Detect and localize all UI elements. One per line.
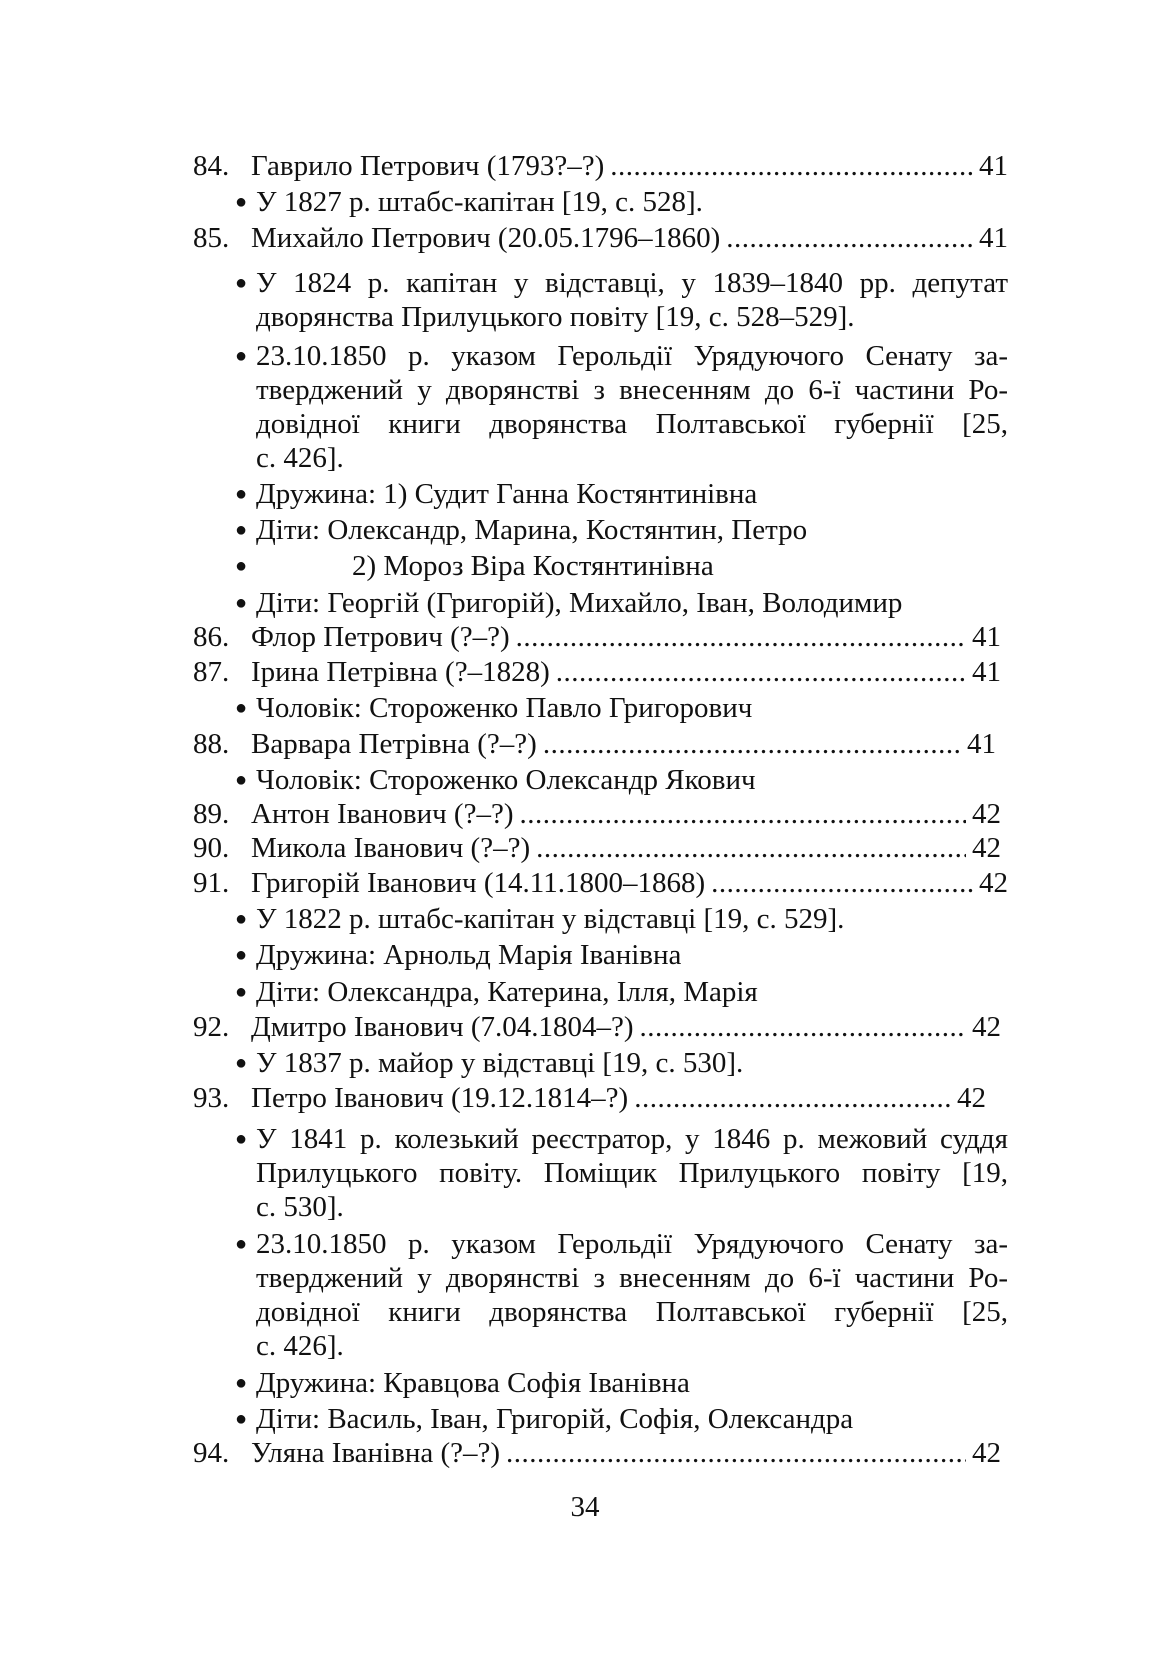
toc-entry [193,727,996,761]
bullet-text: 23.10.1850 р. указом Герольдії Урядуючого Сенату за- [256,340,1008,372]
bullet-icon: ● [235,944,248,966]
toc-entry [193,797,1001,831]
entry-page: 41 [979,222,1008,254]
entry-number: 92. [193,1011,230,1043]
entry-name: Петро Іванович (19.12.1814–?) [251,1082,629,1114]
bullet-icon: ● [235,1233,248,1255]
bullet-text-cont: Прилуцького повіту. Поміщик Прилуцького повіту [19, [256,1157,1008,1189]
entry-page: 41 [967,728,996,760]
bullet-icon: ● [235,1372,248,1394]
toc-entry [193,1010,1001,1044]
dot-leader [640,1010,966,1044]
toc-entry [193,831,1001,865]
bullet-text: У 1827 р. штабс-капітан [19, с. 528]. [256,186,703,218]
entry-name: Григорій Іванович (14.11.1800–1868) [251,867,706,899]
bullet-icon: ● [235,519,248,541]
entry-number: 94. [193,1437,230,1469]
dot-leader [726,221,973,255]
bullet-text: У 1837 р. майор у відставці [19, с. 530]. [256,1047,744,1079]
bullet-text-cont: с. 426]. [256,1330,344,1362]
bullet-text: Діти: Георгій (Григорій), Михайло, Іван, Володимир [256,587,903,619]
toc-entry [193,655,1001,689]
entry-page: 42 [957,1082,986,1114]
bullet-icon: ● [235,483,248,505]
dot-leader [711,866,973,900]
toc-entry [193,149,1008,183]
entry-number: 93. [193,1082,230,1114]
entry-name: Гаврило Петрович (1793?–?) [251,150,605,182]
entry-name: Михайло Петрович (20.05.1796–1860) [251,222,721,254]
bullet-text-cont: тверджений у дворянстві з внесенням до 6-ї частини Ро- [256,1262,1008,1294]
bullet-text: Діти: Олександра, Катерина, Ілля, Марія [256,976,758,1008]
entry-name: Варвара Петрівна (?–?) [251,728,537,760]
bullet-text: Дружина: Кравцова Софія Іванівна [256,1367,690,1399]
bullet-icon: ● [235,981,248,1003]
bullet-text: 23.10.1850 р. указом Герольдії Урядуючого Сенату за- [256,1228,1008,1260]
dot-leader [556,655,966,689]
bullet-icon: ● [235,1052,248,1074]
bullet-icon: ● [235,345,248,367]
entry-page: 42 [979,867,1008,899]
entry-name: Микола Іванович (?–?) [251,832,531,864]
bullet-text-cont: довідної книги дворянства Полтавської губернії [25, [256,408,1008,440]
bullet-icon: ● [235,191,248,213]
entry-page: 41 [972,656,1001,688]
bullet-text: Діти: Олександр, Марина, Костянтин, Петро [256,514,808,546]
toc-entry [193,866,1008,900]
dot-leader [506,1436,966,1470]
entry-name: Уляна Іванівна (?–?) [251,1437,501,1469]
entry-page: 42 [972,832,1001,864]
entry-number: 89. [193,798,230,830]
bullet-text: 2) Мороз Віра Костянтинівна [352,550,714,582]
entry-name: Антон Іванович (?–?) [251,798,514,830]
dot-leader [536,831,966,865]
bullet-text-cont: с. 530]. [256,1191,344,1223]
entry-number: 88. [193,728,230,760]
page-number: 34 [570,1491,600,1523]
bullet-text-cont: тверджений у дворянстві з внесенням до 6-ї частини Ро- [256,374,1008,406]
entry-name: Дмитро Іванович (7.04.1804–?) [251,1011,634,1043]
bullet-text: Чоловік: Стороженко Павло Григорович [256,692,753,724]
entry-name: Флор Петрович (?–?) [251,621,510,653]
bullet-icon: ● [235,1128,248,1150]
entry-page: 41 [979,150,1008,182]
bullet-text-cont: довідної книги дворянства Полтавської губернії [25, [256,1296,1008,1328]
entry-number: 87. [193,656,230,688]
entry-page: 42 [972,1011,1001,1043]
entry-number: 90. [193,832,230,864]
bullet-icon: ● [235,555,248,577]
bullet-text: У 1824 р. капітан у відставці, у 1839–1840 рр. депутат [256,267,1008,299]
bullet-icon: ● [235,697,248,719]
entry-name: Ірина Петрівна (?–1828) [251,656,550,688]
entry-number: 85. [193,222,230,254]
dot-leader [610,149,973,183]
dot-leader [634,1081,951,1115]
bullet-text: У 1841 р. колезький реєстратор, у 1846 р. межовий суддя [256,1123,1008,1155]
bullet-text: Дружина: 1) Судит Ганна Костянтинівна [256,478,758,510]
bullet-icon: ● [235,272,248,294]
entry-number: 84. [193,150,230,182]
entry-number: 91. [193,867,230,899]
bullet-text: Чоловік: Стороженко Олександр Якович [256,764,756,796]
toc-entry [193,1436,1001,1470]
bullet-text: У 1822 р. штабс-капітан у відставці [19, с. 529]. [256,903,845,935]
dot-leader [543,727,961,761]
toc-entry [193,221,1008,255]
entry-page: 42 [972,1437,1001,1469]
bullet-text: Діти: Василь, Іван, Григорій, Софія, Олександра [256,1403,854,1435]
bullet-icon: ● [235,1408,248,1430]
bullet-text-cont: дворянства Прилуцького повіту [19, с. 528–529]. [256,301,855,333]
dot-leader [516,620,966,654]
bullet-icon: ● [235,908,248,930]
bullet-icon: ● [235,592,248,614]
bullet-text: Дружина: Арнольд Марія Іванівна [256,939,682,971]
toc-entry [193,1081,986,1115]
entry-number: 86. [193,621,230,653]
dot-leader [520,797,967,831]
toc-entry [193,620,1001,654]
entry-page: 41 [972,621,1001,653]
entry-page: 42 [972,798,1001,830]
bullet-icon: ● [235,769,248,791]
bullet-text-cont: с. 426]. [256,442,344,474]
